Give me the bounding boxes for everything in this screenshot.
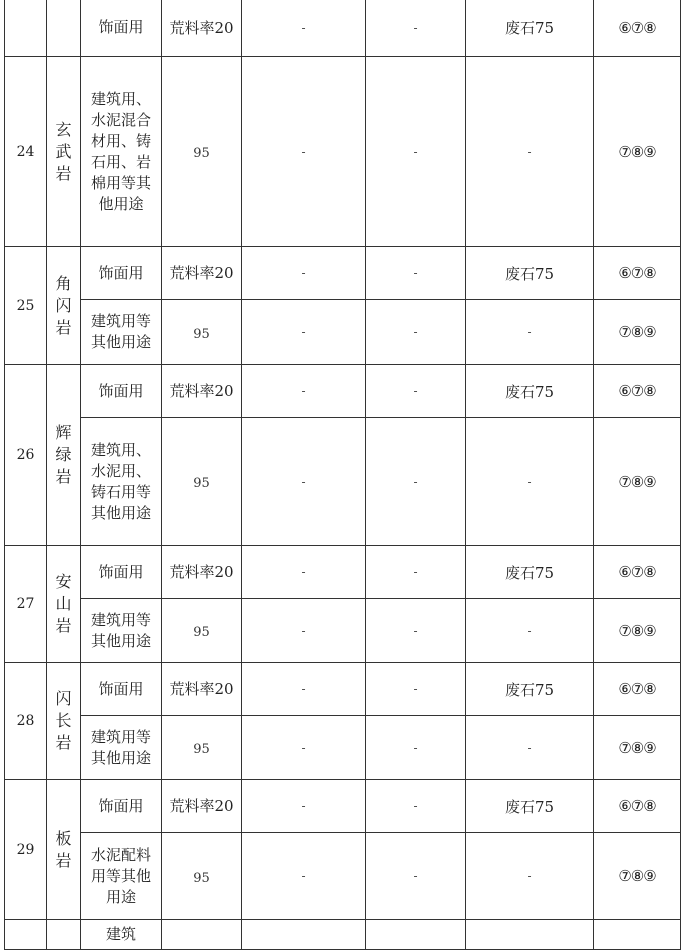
notes-value: ⑦⑧⑨ [594,300,681,365]
row-number: 25 [5,247,47,365]
waste-rock-value: 废石75 [466,247,594,300]
col4-value: - [242,0,366,57]
col5-value: - [366,599,466,663]
waste-rock-value: - [466,833,594,920]
recovery-rate: 95 [193,625,210,640]
col4-value: - [242,833,366,920]
col4-value: - [242,57,366,247]
col4-value: - [242,716,366,780]
col5-value: - [366,780,466,833]
recovery-rate: 95 [193,742,210,757]
notes-value [594,920,681,950]
col4-value [242,920,366,950]
notes-value: ⑥⑦⑧ [594,780,681,833]
use-text: 饰面用 [98,796,144,815]
row-number: 29 [5,780,47,920]
use-text: 建筑用等其他用途 [90,610,151,650]
use-cell [81,780,162,833]
col5-value: - [366,546,466,599]
notes-value: ⑦⑧⑨ [594,599,681,663]
mineral-name-cell [47,920,81,950]
table-body [5,0,681,950]
col5-value: - [366,57,466,247]
recovery-rate-cell [162,365,242,418]
row-number: 27 [5,546,47,663]
table-row [5,780,681,833]
mineral-recovery-table [4,0,681,950]
table-row [5,716,681,780]
col4-value: - [242,546,366,599]
recovery-rate: 95 [193,146,210,161]
use-cell [81,300,162,365]
use-cell [81,0,162,57]
notes-value: ⑦⑧⑨ [594,716,681,780]
mineral-name: 角闪岩 [55,273,72,337]
col5-value: - [366,0,466,57]
col4-value: - [242,418,366,546]
use-text: 饰面用 [98,18,144,36]
waste-rock-value: 废石75 [466,365,594,418]
col4-value: - [242,599,366,663]
recovery-rate: 95 [193,326,210,342]
use-cell [81,365,162,418]
notes-value: ⑥⑦⑧ [594,546,681,599]
col5-value: - [366,365,466,418]
table-row [5,663,681,716]
use-text: 建筑用等其他用途 [90,312,151,351]
recovery-rate-cell [162,546,242,599]
use-text: 建筑用、水泥用、铸石用等其他用途 [90,440,151,522]
mineral-name: 闪长岩 [55,689,72,752]
row-number [5,920,47,950]
col4-value: - [242,365,366,418]
table-row [5,418,681,546]
recovery-rate-cell [162,663,242,716]
use-cell [81,57,162,247]
table-row [5,833,681,920]
recovery-rate-cell [162,247,242,300]
col5-value: - [366,833,466,920]
col5-value: - [366,663,466,716]
recovery-rate-cell [162,920,242,950]
mineral-name-cell [47,780,81,920]
use-cell [81,418,162,546]
recovery-rate-cell [162,833,242,920]
mineral-name: 板岩 [55,828,72,870]
recovery-rate: 荒料率20 [169,680,234,698]
use-cell [81,247,162,300]
use-text: 水泥配料用等其他用途 [90,845,151,906]
col4-value: - [242,663,366,716]
use-cell [81,920,162,950]
waste-rock-value: - [466,716,594,780]
notes-value: ⑥⑦⑧ [594,365,681,418]
waste-rock-value: - [466,599,594,663]
col4-value: - [242,247,366,300]
use-text: 饰面用 [98,381,144,400]
waste-rock-value: - [466,300,594,365]
table-row [5,300,681,365]
notes-value: ⑦⑧⑨ [594,57,681,247]
col5-value [366,920,466,950]
waste-rock-value: 废石75 [466,546,594,599]
use-text: 饰面用 [98,263,144,282]
use-cell [81,833,162,920]
table-row [5,599,681,663]
waste-rock-value: - [466,57,594,247]
mineral-name-cell [47,365,81,546]
recovery-rate: 95 [193,870,210,886]
table-row [5,57,681,247]
recovery-rate: 95 [193,476,210,491]
mineral-name-cell [47,57,81,247]
recovery-rate-cell [162,780,242,833]
mineral-name-cell [47,546,81,663]
recovery-rate-cell [162,57,242,247]
waste-rock-value: 废石75 [466,0,594,57]
recovery-rate: 荒料率20 [169,797,234,815]
recovery-rate: 荒料率20 [169,264,234,282]
recovery-rate-cell [162,0,242,57]
notes-value: ⑦⑧⑨ [594,418,681,546]
notes-value: ⑥⑦⑧ [594,0,681,57]
row-number: 24 [5,57,47,247]
mineral-name-cell [47,247,81,365]
mineral-name: 辉绿岩 [55,423,72,486]
mineral-name-cell [47,0,81,57]
recovery-rate-cell [162,418,242,546]
notes-value: ⑦⑧⑨ [594,833,681,920]
table-row [5,546,681,599]
recovery-rate: 荒料率20 [169,563,234,581]
notes-value: ⑥⑦⑧ [594,663,681,716]
col5-value: - [366,716,466,780]
table-row [5,920,681,950]
row-number [5,0,47,57]
use-cell [81,663,162,716]
row-number: 28 [5,663,47,780]
notes-value: ⑥⑦⑧ [594,247,681,300]
col5-value: - [366,418,466,546]
recovery-rate-cell [162,716,242,780]
recovery-rate: 荒料率20 [169,382,234,400]
use-cell [81,599,162,663]
recovery-rate: 荒料率20 [169,18,234,37]
recovery-rate-cell [162,300,242,365]
mineral-name-cell [47,663,81,780]
use-text: 建筑用等其他用途 [90,727,151,767]
use-text: 饰面用 [98,562,144,581]
use-cell [81,546,162,599]
col5-value: - [366,300,466,365]
waste-rock-value [466,920,594,950]
use-cell [81,716,162,780]
use-text: 建筑 [105,925,136,943]
mineral-name: 安山岩 [55,572,72,635]
table-row [5,365,681,418]
mineral-name: 玄武岩 [55,119,72,183]
col4-value: - [242,300,366,365]
recovery-rate-cell [162,599,242,663]
use-text: 建筑用、水泥混合材用、铸石用、岩棉用等其他用途 [90,89,151,213]
use-text: 饰面用 [98,679,144,698]
col4-value: - [242,780,366,833]
waste-rock-value: 废石75 [466,780,594,833]
col5-value: - [366,247,466,300]
table-row [5,0,681,57]
table-row [5,247,681,300]
row-number: 26 [5,365,47,546]
waste-rock-value: - [466,418,594,546]
waste-rock-value: 废石75 [466,663,594,716]
